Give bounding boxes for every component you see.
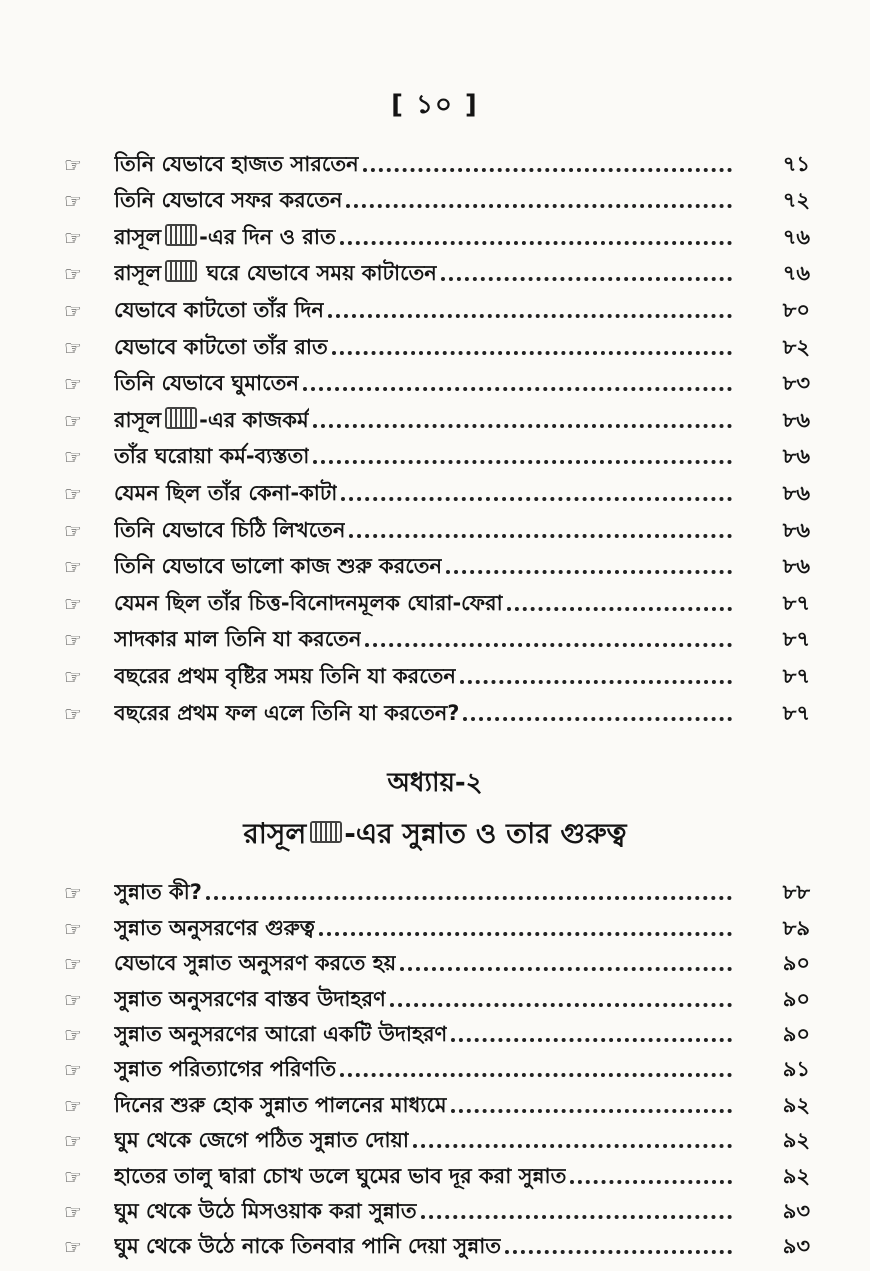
- toc-entry-title: ঘুম থেকে উঠে মিসওয়াক করা সুন্নাত: [114, 1198, 417, 1223]
- toc-page-number: ৮৭: [782, 590, 810, 615]
- toc-row[interactable]: [64, 288, 824, 325]
- toc-page-number: ৯০: [782, 986, 810, 1011]
- toc-page-number: ৮৬: [782, 480, 810, 505]
- pointing-hand-icon: ☞: [64, 916, 82, 941]
- toc-entry-title: সুন্নাত অনুসরণের বাস্তব উদাহরণ: [114, 986, 386, 1011]
- pointing-hand-icon: ☞: [64, 1129, 82, 1154]
- dot-leader: [507, 607, 732, 611]
- calligraphy-seal-icon: [310, 821, 342, 843]
- pointing-hand-icon: ☞: [64, 1164, 82, 1189]
- chapter-title: রাসূল -এর সুন্নাত ও তার গুরুত্ব: [243, 817, 627, 850]
- toc-page-number: ৮৩: [782, 371, 810, 396]
- toc-entry-title: সুন্নাত পরিত্যাগের পরিণতি: [114, 1057, 337, 1082]
- dot-leader: [421, 1215, 732, 1219]
- toc-row[interactable]: [64, 362, 824, 399]
- toc-entry-title: রাসূল -এর দিন ও রাত: [114, 224, 336, 249]
- dot-leader: [332, 351, 732, 355]
- pointing-hand-icon: ☞: [64, 372, 82, 397]
- toc-page-number: ৯০: [782, 951, 810, 976]
- calligraphy-seal-icon: [165, 260, 197, 282]
- pointing-hand-icon: ☞: [64, 987, 82, 1012]
- dot-leader: [206, 896, 732, 900]
- dot-leader: [319, 932, 732, 936]
- toc-entry-title: সুন্নাত অনুসরণের আরো একটি উদাহরণ: [114, 1021, 448, 1046]
- pointing-hand-icon: ☞: [64, 881, 82, 906]
- toc-row[interactable]: [64, 471, 824, 508]
- pointing-hand-icon: ☞: [64, 1199, 82, 1224]
- pointing-hand-icon: ☞: [64, 952, 82, 977]
- toc-section-2: [64, 872, 824, 1261]
- pointing-hand-icon: ☞: [64, 481, 82, 506]
- dot-leader: [313, 460, 732, 464]
- toc-entry-title: যেমন ছিল তাঁর কেনা-কাটা: [114, 480, 338, 505]
- page-number: [ ১০ ]: [391, 90, 479, 120]
- pointing-hand-icon: ☞: [64, 1093, 82, 1118]
- calligraphy-seal-icon: [165, 224, 197, 246]
- toc-row[interactable]: [64, 545, 824, 582]
- pointing-hand-icon: ☞: [64, 555, 82, 580]
- toc-page-number: ৯১: [782, 1057, 810, 1082]
- dot-leader: [363, 168, 732, 172]
- toc-entry-title: তিনি যেভাবে সফর করতেন: [114, 188, 343, 213]
- toc-page-number: ৯৩: [782, 1234, 810, 1259]
- pointing-hand-icon: ☞: [64, 1058, 82, 1083]
- dot-leader: [463, 717, 732, 721]
- toc-entry-title: সুন্নাত কী?: [114, 880, 202, 905]
- toc-row[interactable]: [64, 142, 824, 179]
- pointing-hand-icon: ☞: [64, 298, 82, 323]
- calligraphy-seal-icon: [165, 407, 197, 429]
- pointing-hand-icon: ☞: [64, 701, 82, 726]
- dot-leader: [346, 204, 732, 208]
- toc-entry-title: সুন্নাত অনুসরণের গুরুত্ব: [114, 915, 315, 940]
- dot-leader: [365, 643, 732, 647]
- dot-leader: [341, 497, 732, 501]
- dot-leader: [313, 424, 732, 428]
- toc-page-number: ৮২: [782, 334, 810, 359]
- toc-entry-title: দিনের শুরু হোক সুন্নাত পালনের মাধ্যমে: [114, 1092, 447, 1117]
- toc-entry-title: বছরের প্রথম ফল এলে তিনি যা করতেন?: [114, 700, 460, 725]
- toc-entry-title: যেভাবে কাটতো তাঁর দিন: [114, 297, 324, 322]
- toc-entry-title: ঘুম থেকে উঠে নাকে তিনবার পানি দেয়া সুন্নাত: [114, 1234, 502, 1259]
- pointing-hand-icon: ☞: [64, 152, 82, 177]
- dot-leader: [340, 241, 732, 245]
- toc-row[interactable]: [64, 618, 824, 655]
- toc-page-number: ৯০: [782, 1021, 810, 1046]
- dot-leader: [340, 1073, 732, 1077]
- toc-page-number: ৯২: [782, 1128, 810, 1153]
- toc-page-number: ৭১: [782, 151, 810, 176]
- dot-leader: [460, 680, 732, 684]
- toc-page-number: ৮৭: [782, 700, 810, 725]
- toc-row[interactable]: [64, 398, 824, 435]
- toc-row[interactable]: [64, 179, 824, 216]
- pointing-hand-icon: ☞: [64, 628, 82, 653]
- toc-page-number: ৭২: [782, 188, 810, 213]
- toc-row[interactable]: [64, 654, 824, 691]
- toc-entry-title: তিনি যেভাবে ঘুমাতেন: [114, 371, 299, 396]
- toc-page-number: ৮০: [782, 297, 810, 322]
- pointing-hand-icon: ☞: [64, 591, 82, 616]
- pointing-hand-icon: ☞: [64, 1235, 82, 1260]
- toc-entry-title: যেভাবে কাটতো তাঁর রাত: [114, 334, 328, 359]
- toc-page-number: ৮৬: [782, 554, 810, 579]
- toc-entry-title: তিনি যেভাবে চিঠি লিখতেন: [114, 517, 346, 542]
- toc-row[interactable]: [64, 872, 824, 907]
- dot-leader: [390, 1003, 732, 1007]
- toc-page-number: ৮৭: [782, 627, 810, 652]
- toc-row[interactable]: [64, 1049, 824, 1084]
- pointing-hand-icon: ☞: [64, 445, 82, 470]
- toc-page-number: ৯২: [782, 1092, 810, 1117]
- toc-entry-title: তিনি যেভাবে হাজত সারতেন: [114, 151, 359, 176]
- toc-page-number: ৮৬: [782, 517, 810, 542]
- toc-entry-title: বছরের প্রথম বৃষ্টির সময় তিনি যা করতেন: [114, 663, 456, 688]
- toc-row[interactable]: [64, 907, 824, 942]
- toc-page-number: ৮৯: [782, 915, 810, 940]
- dot-leader: [400, 967, 732, 971]
- dot-leader: [349, 534, 732, 538]
- toc-page-number: ৯২: [782, 1163, 810, 1188]
- chapter-label: অধ্যায়-২: [387, 768, 483, 798]
- dot-leader: [413, 1144, 732, 1148]
- toc-page-number: ৮৮: [782, 880, 810, 905]
- toc-row[interactable]: [64, 691, 824, 728]
- pointing-hand-icon: ☞: [64, 262, 82, 287]
- toc-row[interactable]: [64, 1155, 824, 1190]
- toc-page-number: ৮৭: [782, 663, 810, 688]
- dot-leader: [451, 1109, 732, 1113]
- pointing-hand-icon: ☞: [64, 664, 82, 689]
- toc-entry-title: যেভাবে সুন্নাত অনুসরণ করতে হয়: [114, 951, 397, 976]
- toc-row[interactable]: [64, 943, 824, 978]
- toc-row[interactable]: [64, 1191, 824, 1226]
- toc-row[interactable]: [64, 215, 824, 252]
- dot-leader: [441, 277, 732, 281]
- pointing-hand-icon: ☞: [64, 1022, 82, 1047]
- toc-row[interactable]: [64, 1084, 824, 1119]
- dot-leader: [328, 314, 732, 318]
- toc-entry-title: রাসূল ঘরে যেভাবে সময় কাটাতেন: [114, 261, 437, 286]
- dot-leader: [446, 570, 732, 574]
- dot-leader: [303, 387, 732, 391]
- toc-entry-title: ঘুম থেকে জেগে পঠিত সুন্নাত দোয়া: [114, 1128, 410, 1153]
- toc-row[interactable]: [64, 1226, 824, 1261]
- toc-page-number: ৭৬: [782, 261, 810, 286]
- toc-row[interactable]: [64, 252, 824, 289]
- toc-entry-title: রাসূল -এর কাজকর্ম: [114, 407, 309, 432]
- toc-entry-title: তিনি যেভাবে ভালো কাজ শুরু করতেন: [114, 554, 442, 579]
- toc-entry-title: হাতের তালু দ্বারা চোখ ডলে ঘুমের ভাব দূর করা সুন্নাত: [114, 1163, 567, 1188]
- pointing-hand-icon: ☞: [64, 518, 82, 543]
- toc-page-number: ৯৩: [782, 1198, 810, 1223]
- pointing-hand-icon: ☞: [64, 335, 82, 360]
- toc-section-1: [64, 142, 824, 728]
- toc-entry-title: তাঁর ঘরোয়া কর্ম-ব্যস্ততা: [114, 444, 310, 469]
- toc-page-number: ৮৬: [782, 407, 810, 432]
- toc-row[interactable]: [64, 1120, 824, 1155]
- dot-leader: [451, 1038, 732, 1042]
- toc-entry-title: যেমন ছিল তাঁর চিত্ত-বিনোদনমূলক ঘোরা-ফেরা: [114, 590, 503, 615]
- toc-entry-title: সাদকার মাল তিনি যা করতেন: [114, 627, 362, 652]
- pointing-hand-icon: ☞: [64, 189, 82, 214]
- toc-row[interactable]: [64, 508, 824, 545]
- pointing-hand-icon: ☞: [64, 408, 82, 433]
- toc-page-number: ৭৬: [782, 224, 810, 249]
- toc-page-number: ৮৬: [782, 444, 810, 469]
- pointing-hand-icon: ☞: [64, 225, 82, 250]
- toc-row[interactable]: [64, 325, 824, 362]
- toc-row[interactable]: [64, 581, 824, 618]
- dot-leader: [570, 1180, 732, 1184]
- toc-row[interactable]: [64, 1014, 824, 1049]
- toc-row[interactable]: [64, 978, 824, 1013]
- dot-leader: [505, 1250, 732, 1254]
- toc-row[interactable]: [64, 435, 824, 472]
